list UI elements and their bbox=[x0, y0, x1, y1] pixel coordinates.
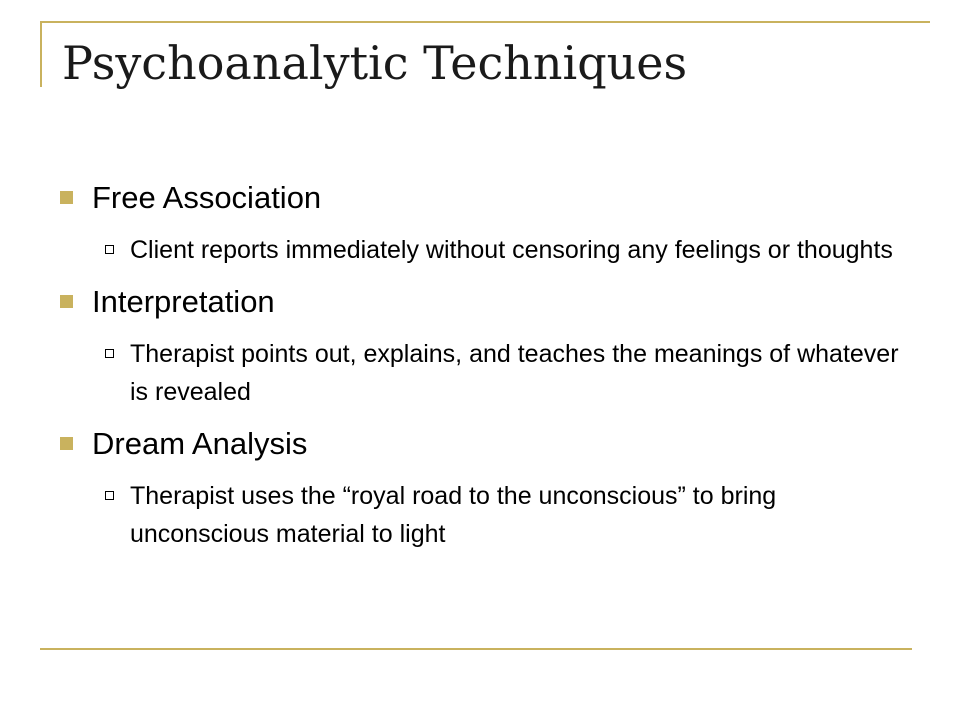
sub-bullet-text: Client reports immediately without censoring any feelings or thoughts bbox=[130, 236, 893, 264]
accent-line-top bbox=[40, 21, 930, 23]
sub-bullet-item bbox=[60, 477, 920, 553]
sub-bullet-text: Therapist uses the “royal road to the unconscious” to bring unconscious material to light bbox=[130, 482, 777, 548]
bullet-label: Free Association bbox=[92, 180, 322, 215]
bullet-list bbox=[60, 175, 920, 563]
square-bullet-icon bbox=[60, 295, 73, 308]
hollow-square-bullet-icon bbox=[105, 349, 114, 358]
square-bullet-icon bbox=[60, 437, 73, 450]
sub-bullet-text: Therapist points out, explains, and teaches the meanings of whatever is revealed bbox=[130, 340, 899, 406]
bullet-item bbox=[60, 175, 920, 221]
sub-bullet-item bbox=[60, 335, 920, 411]
bullet-item bbox=[60, 279, 920, 325]
bullet-label: Interpretation bbox=[92, 284, 275, 319]
square-bullet-icon bbox=[60, 191, 73, 204]
hollow-square-bullet-icon bbox=[105, 245, 114, 254]
accent-line-left bbox=[40, 21, 42, 87]
accent-line-bottom bbox=[40, 648, 912, 650]
bullet-label: Dream Analysis bbox=[92, 426, 308, 461]
bullet-item bbox=[60, 421, 920, 467]
hollow-square-bullet-icon bbox=[105, 491, 114, 500]
sub-bullet-item bbox=[60, 231, 920, 269]
slide-title: Psychoanalytic Techniques bbox=[62, 36, 688, 90]
